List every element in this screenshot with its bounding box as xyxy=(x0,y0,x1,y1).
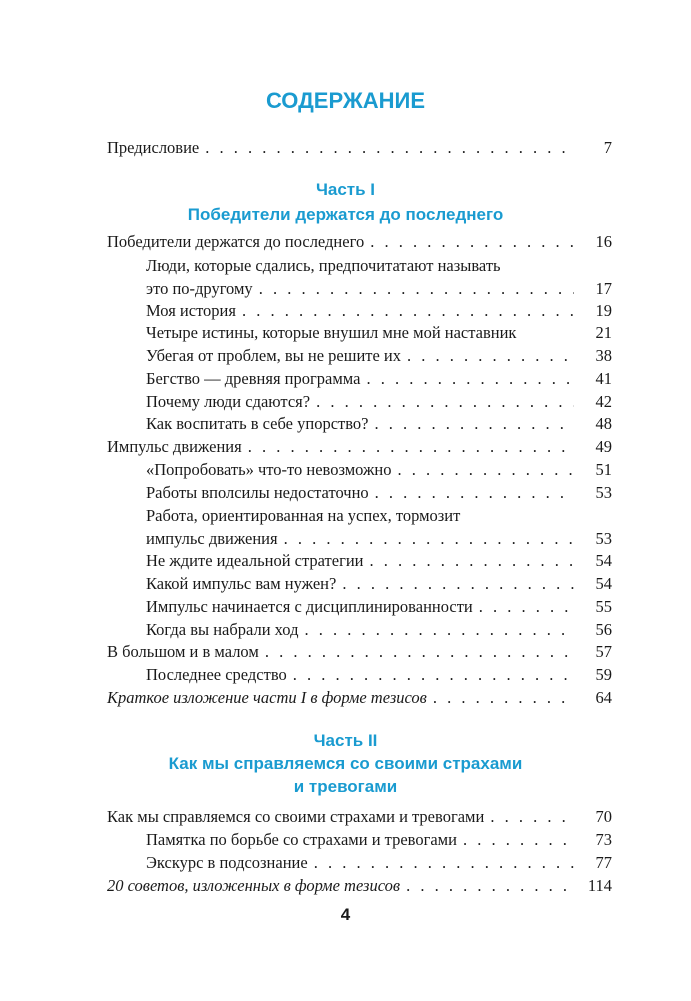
leader-dots xyxy=(242,300,574,322)
entry-text: Как воспитать в себе упорство? xyxy=(146,414,369,433)
entry-page: 49 xyxy=(595,437,612,456)
entry-text: Предисловие xyxy=(107,138,200,157)
leader-dots xyxy=(398,459,574,481)
toc-entry-preface[interactable] xyxy=(107,137,612,159)
leader-dots xyxy=(463,829,574,851)
toc-entry[interactable] xyxy=(146,596,612,618)
entry-text: Работы вполсилы недостаточно xyxy=(146,483,369,502)
entry-text: Памятка по борьбе со страхами и тревогами xyxy=(146,830,457,849)
toc-entry-line1[interactable]: Люди, которые сдались, предпочитатают называть xyxy=(146,256,501,275)
leader-dots xyxy=(407,345,574,367)
leader-dots xyxy=(342,573,574,595)
entry-page: 51 xyxy=(595,460,612,479)
toc-entry[interactable] xyxy=(146,413,612,435)
toc-entry[interactable] xyxy=(146,528,612,550)
entry-page: 17 xyxy=(595,279,612,298)
entry-page: 73 xyxy=(595,830,612,849)
toc-entry[interactable] xyxy=(146,550,612,572)
leader-dots xyxy=(375,482,574,504)
entry-text: Какой импульс вам нужен? xyxy=(146,574,337,593)
entry-page: 53 xyxy=(595,529,612,548)
entry-text: Импульс движения xyxy=(107,437,242,456)
entry-page: 64 xyxy=(595,688,612,707)
leader-dots xyxy=(370,231,574,253)
entry-page: 77 xyxy=(595,853,612,872)
leader-dots xyxy=(406,875,574,897)
entry-text: Последнее средство xyxy=(146,665,287,684)
entry-text: «Попробовать» что-то невозможно xyxy=(146,460,392,479)
toc-entry[interactable] xyxy=(107,436,612,458)
leader-dots xyxy=(433,687,574,709)
leader-dots xyxy=(479,596,574,618)
toc-entry[interactable] xyxy=(146,852,612,874)
toc-entry[interactable] xyxy=(146,459,612,481)
entry-page: 41 xyxy=(595,369,612,388)
toc-entry[interactable] xyxy=(146,664,612,686)
toc-entry[interactable] xyxy=(146,368,612,390)
leader-dots xyxy=(284,528,574,550)
entry-text: Не ждите идеальной стратегии xyxy=(146,551,364,570)
entry-text: Почему люди сдаются? xyxy=(146,392,311,411)
entry-page: 48 xyxy=(595,414,612,433)
toc-entry[interactable] xyxy=(107,641,612,663)
entry-text: Когда вы набрали ход xyxy=(146,620,299,639)
toc-entry[interactable] xyxy=(146,345,612,367)
entry-page: 55 xyxy=(595,597,612,616)
toc-entry[interactable] xyxy=(146,573,612,595)
toc-entry[interactable] xyxy=(146,278,612,300)
part-1-label: Часть I xyxy=(315,180,376,199)
entry-page: 19 xyxy=(595,301,612,320)
entry-text: Победители держатся до последнего xyxy=(107,232,365,251)
leader-dots xyxy=(259,278,574,300)
entry-text: Убегая от проблем, вы не решите их xyxy=(146,346,402,365)
toc-entry[interactable] xyxy=(107,806,612,828)
leader-dots xyxy=(248,436,574,458)
entry-page: 42 xyxy=(595,392,612,411)
entry-text: Как мы справляемся со своими страхами и тревогами xyxy=(107,807,485,826)
entry-page: 70 xyxy=(595,807,612,826)
entry-text: Четыре истины, которые внушил мне мой наставник xyxy=(146,323,517,342)
part-2-title-line1: Как мы справляемся со своими страхами xyxy=(168,754,523,773)
toc-entry-summary[interactable] xyxy=(107,687,612,709)
toc-entry[interactable] xyxy=(146,322,612,344)
entry-page: 7 xyxy=(603,138,612,157)
entry-page: 114 xyxy=(587,876,612,895)
entry-page: 53 xyxy=(595,483,612,502)
leader-dots xyxy=(205,137,574,159)
toc-entry[interactable] xyxy=(146,829,612,851)
entry-page: 21 xyxy=(595,323,612,342)
entry-page: 57 xyxy=(595,642,612,661)
entry-text: импульс движения xyxy=(146,529,278,548)
toc-entry-summary[interactable] xyxy=(107,875,612,897)
entry-page: 56 xyxy=(595,620,612,639)
part-2-title-line2: и тревогами xyxy=(293,777,398,796)
leader-dots xyxy=(314,852,574,874)
entry-text: Импульс начинается с дисциплинированности xyxy=(146,597,473,616)
entry-page: 54 xyxy=(595,574,612,593)
toc-entry[interactable] xyxy=(146,482,612,504)
entry-page: 16 xyxy=(595,232,612,251)
leader-dots xyxy=(293,664,574,686)
entry-page: 38 xyxy=(595,346,612,365)
page-number: 4 xyxy=(340,905,351,924)
entry-text: Экскурс в подсознание xyxy=(146,853,308,872)
entry-page: 54 xyxy=(595,551,612,570)
entry-text: В большом и в малом xyxy=(107,642,259,661)
leader-dots xyxy=(304,619,574,641)
entry-text: Краткое изложение части I в форме тезисов xyxy=(107,688,427,707)
entry-page: 59 xyxy=(595,665,612,684)
entry-text: 20 советов, изложенных в форме тезисов xyxy=(107,876,401,895)
entry-text: это по-другому xyxy=(146,279,253,298)
leader-dots xyxy=(370,550,574,572)
toc-entry[interactable] xyxy=(107,231,612,253)
part-2-label: Часть II xyxy=(313,731,378,750)
toc-entry-line1[interactable]: Работа, ориентированная на успех, тормозит xyxy=(146,506,461,525)
toc-entry[interactable] xyxy=(146,300,612,322)
leader-dots xyxy=(265,641,574,663)
part-1-title: Победители держатся до последнего xyxy=(187,205,504,224)
entry-text: Моя история xyxy=(146,301,236,320)
toc-entry[interactable] xyxy=(146,619,612,641)
toc-title: СОДЕРЖАНИЕ xyxy=(265,88,426,113)
entry-text: Бегство — древняя программа xyxy=(146,369,361,388)
leader-dots xyxy=(366,368,574,390)
leader-dots xyxy=(316,391,574,413)
leader-dots xyxy=(490,806,574,828)
leader-dots xyxy=(375,413,574,435)
toc-entry[interactable] xyxy=(146,391,612,413)
